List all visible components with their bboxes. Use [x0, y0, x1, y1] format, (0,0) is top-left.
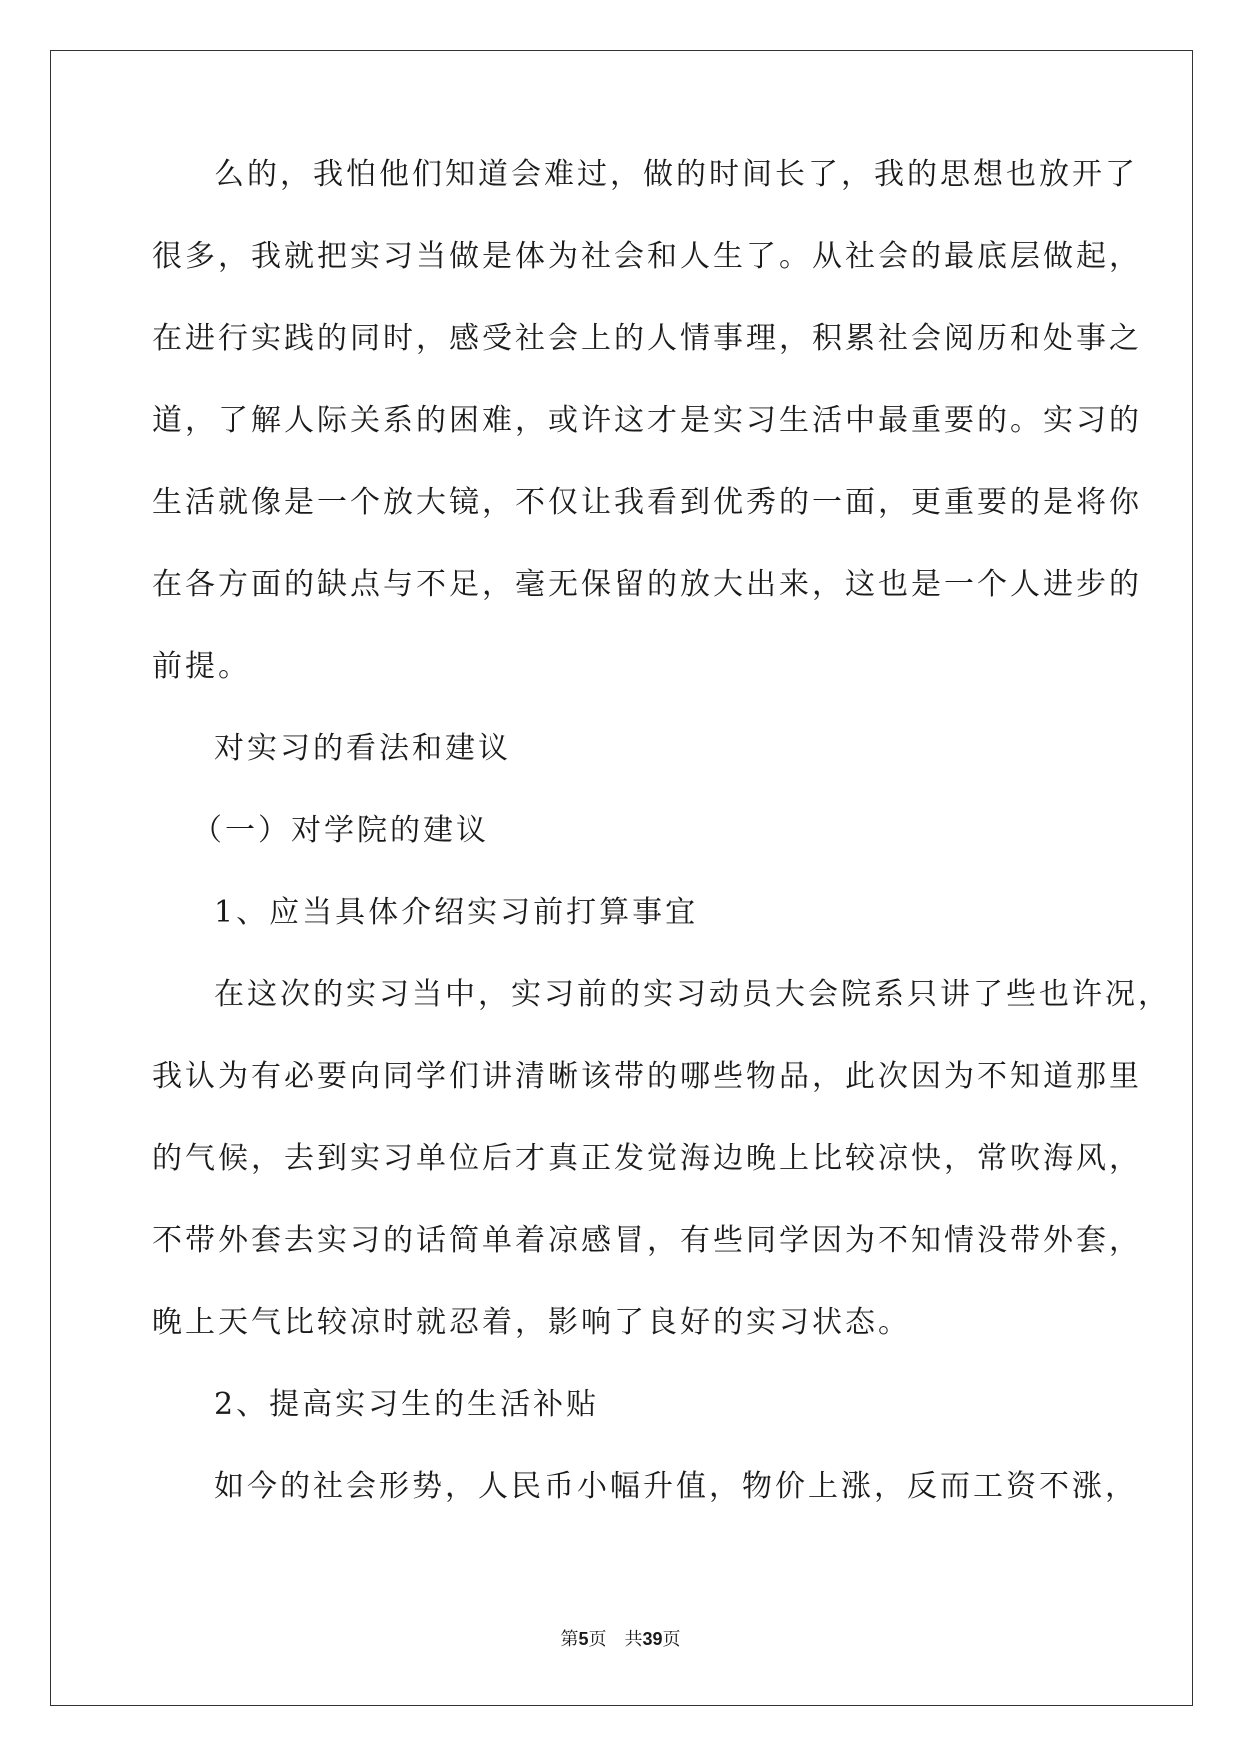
- paragraph-line: 如今的社会形势，人民币小幅升值，物价上涨，反而工资不涨，: [214, 1469, 1138, 1504]
- total-page-count: 39: [642, 1629, 663, 1649]
- paragraph-line: 生活就像是一个放大镜，不仅让我看到优秀的一面，更重要的是将你: [152, 485, 1142, 520]
- document-body: [152, 157, 1171, 1554]
- footer-prefix: 第: [560, 1629, 579, 1650]
- current-page-number: 5: [578, 1629, 589, 1649]
- footer-page-unit: 页: [588, 1629, 607, 1650]
- subsection-heading: （一）对学院的建议: [192, 813, 489, 848]
- paragraph-line: 前提。: [152, 649, 251, 684]
- page-number-footer: [0, 1629, 1241, 1650]
- footer-total-prefix: 共: [624, 1629, 643, 1650]
- paragraph-line: 在这次的实习当中，实习前的实习动员大会院系只讲了些也许况，: [214, 977, 1171, 1012]
- paragraph-line: 么的，我怕他们知道会难过，做的时间长了，我的思想也放开了: [214, 157, 1138, 192]
- paragraph-line: 道，了解人际关系的困难，或许这才是实习生活中最重要的。实习的: [152, 403, 1142, 438]
- item-heading: 2、提高实习生的生活补贴: [214, 1387, 600, 1422]
- paragraph-line: 在进行实践的同时，感受社会上的人情事理，积累社会阅历和处事之: [152, 321, 1142, 356]
- paragraph-line: 不带外套去实习的话简单着凉感冒，有些同学因为不知情没带外套，: [152, 1223, 1142, 1258]
- footer-total-unit: 页: [662, 1629, 681, 1650]
- section-heading: 对实习的看法和建议: [214, 731, 511, 766]
- paragraph-line: 在各方面的缺点与不足，毫无保留的放大出来，这也是一个人进步的: [152, 567, 1142, 602]
- paragraph-line: 的气候，去到实习单位后才真正发觉海边晚上比较凉快，常吹海风，: [152, 1141, 1142, 1176]
- item-heading: 1、应当具体介绍实习前打算事宜: [214, 895, 699, 930]
- paragraph-line: 我认为有必要向同学们讲清晰该带的哪些物品，此次因为不知道那里: [152, 1059, 1142, 1094]
- paragraph-line: 很多，我就把实习当做是体为社会和人生了。从社会的最底层做起，: [152, 239, 1142, 274]
- paragraph-line: 晚上天气比较凉时就忍着，影响了良好的实习状态。: [152, 1305, 911, 1340]
